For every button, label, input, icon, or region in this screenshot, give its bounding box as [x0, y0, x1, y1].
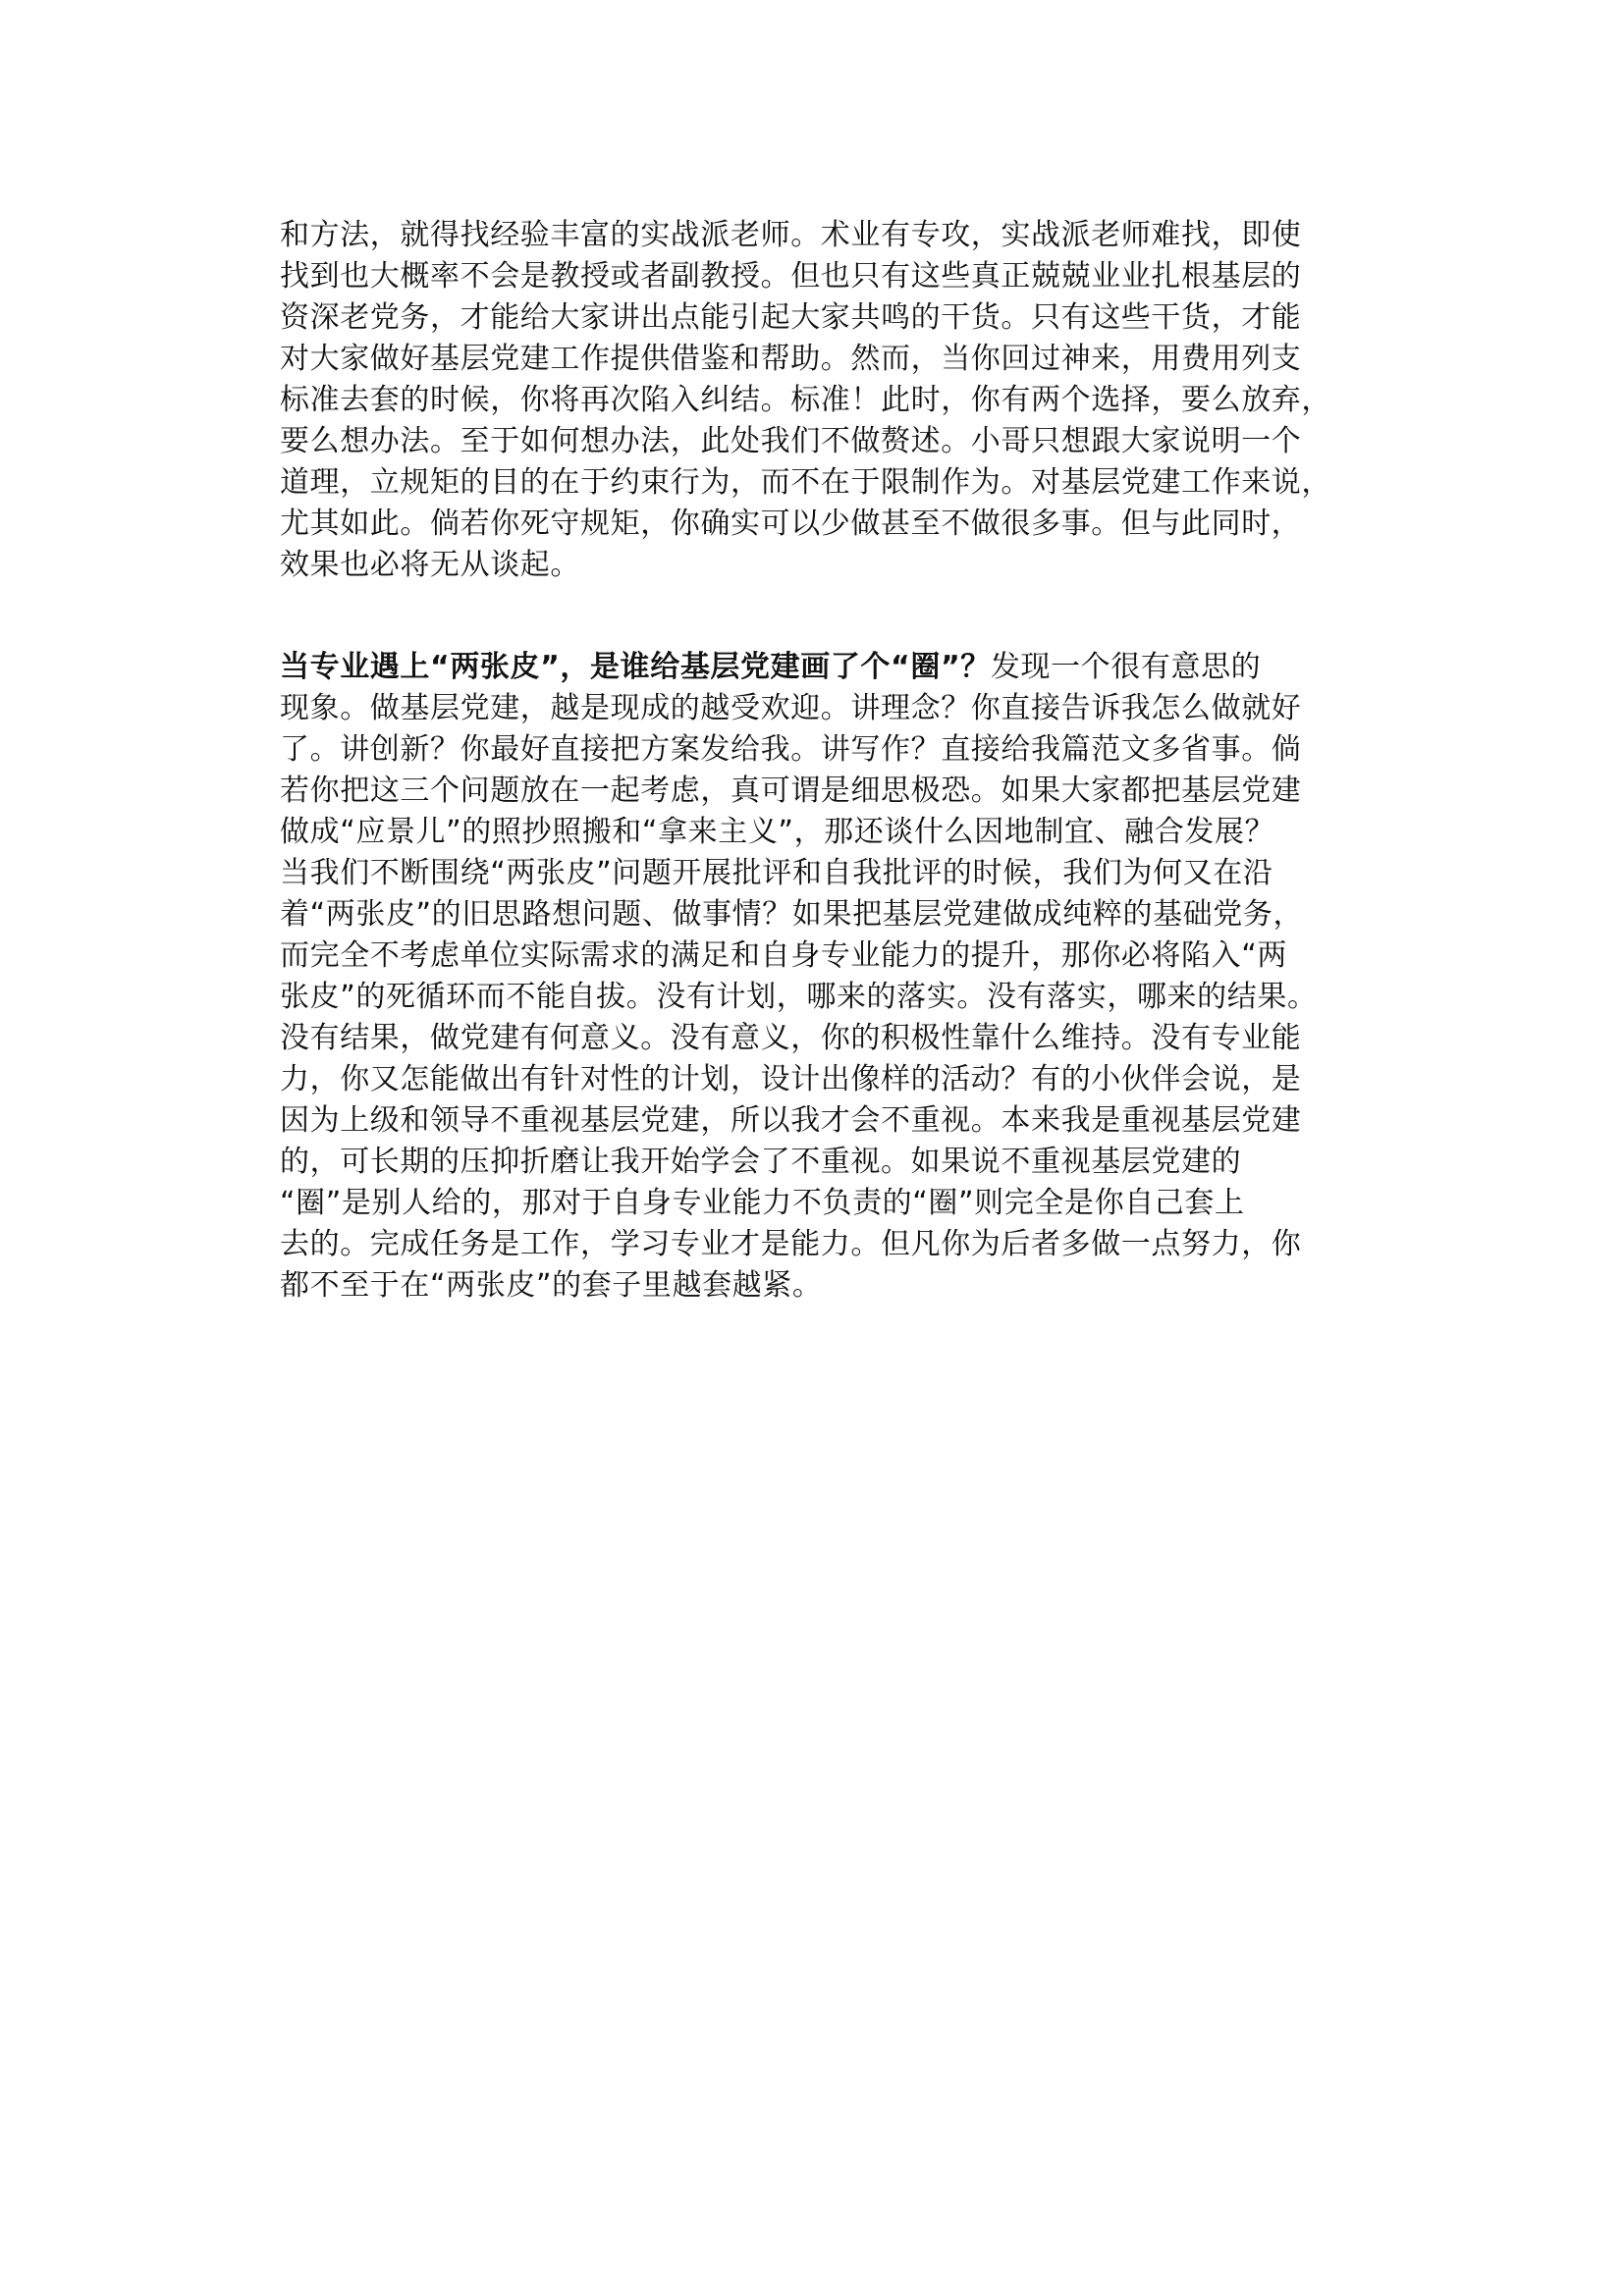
- text-line: 因为上级和领导不重视基层党建，所以我才会不重视。本来我是重视基层党建: [280, 1103, 1302, 1138]
- text-line: 做成“应景儿”的照抄照搬和“拿来主义”，那还谈什么因地制宜、融合发展？: [280, 815, 1275, 849]
- text-line-with-heading: [280, 647, 1360, 688]
- text-line: 标准去套的时候，你将再次陷入纠结。标准！此时，你有两个选择，要么放弃，: [280, 383, 1331, 417]
- text-line: 没有结果，做党建有何意义。没有意义，你的积极性靠什么维持。没有专业能: [280, 1021, 1302, 1055]
- text-line: 若你把这三个问题放在一起考虑，真可谓是细思极恐。如果大家都把基层党建: [280, 774, 1302, 808]
- text-line: 对大家做好基层党建工作提供借鉴和帮助。然而，当你回过神来，用费用列支: [280, 342, 1302, 376]
- text-line: 着“两张皮”的旧思路想问题、做事情？如果把基层党建做成纯粹的基础党务，: [280, 897, 1304, 932]
- text-line: 资深老党务，才能给大家讲出点能引起大家共鸣的干货。只有这些干货，才能: [280, 300, 1302, 335]
- text-line: 现象。做基层党建，越是现成的越受欢迎。讲理念？你直接告诉我怎么做就好: [280, 691, 1302, 725]
- paragraph-1: [280, 215, 1360, 586]
- text-line: 力，你又怎能做出有针对性的计划，设计出像样的活动？有的小伙伴会说，是: [280, 1062, 1302, 1096]
- heading-line-rest: 发现一个很有意思的: [990, 650, 1262, 684]
- text-line: 找到也大概率不会是教授或者副教授。但也只有这些真正兢兢业业扎根基层的: [280, 259, 1302, 294]
- text-line: “圈”是别人给的，那对于自身专业能力不负责的“圈”则完全是你自己套上: [280, 1186, 1245, 1220]
- text-line: 道理，立规矩的目的在于约束行为，而不在于限制作为。对基层党建工作来说，: [280, 465, 1331, 500]
- section-heading: 当专业遇上“两张皮”，是谁给基层党建画了个“圈”？: [280, 650, 991, 684]
- text-line: 尤其如此。倘若你死守规矩，你确实可以少做甚至不做很多事。但与此同时，: [280, 507, 1302, 541]
- text-line: 而完全不考虑单位实际需求的满足和自身专业能力的提升，那你必将陷入“两: [280, 938, 1287, 973]
- text-line: 和方法，就得找经验丰富的实战派老师。术业有专攻，实战派老师难找，即使: [280, 218, 1302, 252]
- text-line: 去的。完成任务是工作，学习专业才是能力。但凡你为后者多做一点努力，你: [280, 1227, 1302, 1261]
- text-line: 都不至于在“两张皮”的套子里越套越紧。: [280, 1268, 823, 1303]
- text-line: 张皮”的死循环而不能自拔。没有计划，哪来的落实。没有落实，哪来的结果。: [280, 980, 1318, 1014]
- text-line: 要么想办法。至于如何想办法，此处我们不做赘述。小哥只想跟大家说明一个: [280, 424, 1302, 458]
- text-line: 的，可长期的压抑折磨让我开始学会了不重视。如果说不重视基层党建的: [280, 1145, 1242, 1179]
- paragraph-2: [280, 647, 1360, 1307]
- text-line: 了。讲创新？你最好直接把方案发给我。讲写作？直接给我篇范文多省事。倘: [280, 732, 1302, 767]
- text-line: 效果也必将无从谈起。: [280, 548, 580, 582]
- text-line: 当我们不断围绕“两张皮”问题开展批评和自我批评的时候，我们为何又在沿: [280, 856, 1273, 890]
